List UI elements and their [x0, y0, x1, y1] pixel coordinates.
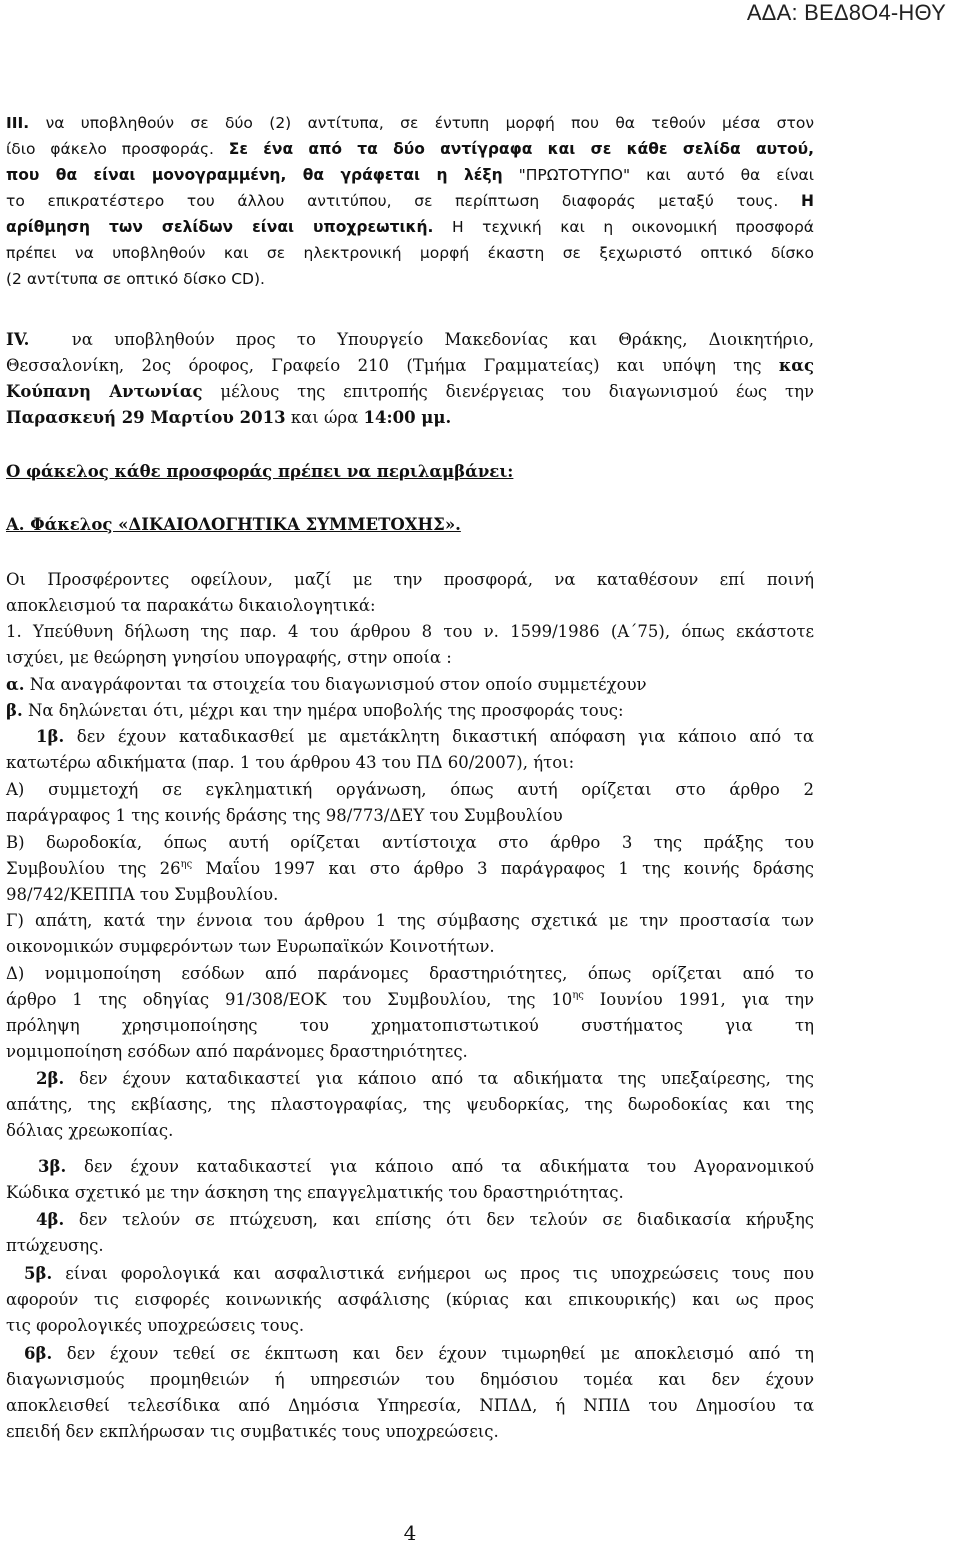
item-a: α. Να αναγράφονται τα στοιχεία του διαγωνισμού στον οποίο συμμετέχουν	[6, 675, 647, 694]
sec3-number: III.	[6, 114, 30, 132]
sec3-line-1: III. να υποβληθούν σε δύο (2) αντίτυπα, σε έντυπη μορφή που θα τεθούν μέσα στον	[6, 114, 814, 132]
sec4-number: IV.	[6, 330, 30, 349]
sec3-line-6: πρέπει να υποβληθούν και σε ηλεκτρονική μορφή έκαστη σε ξεχωριστό οπτικό δίσκο	[6, 244, 814, 262]
body-line-4: ισχύει, με θεώρηση γνησίου υπογραφής, στην οποία :	[6, 648, 452, 667]
item-D-line-3: πρόληψη χρησιμοποίησης του χρηματοπιστωτικού συστήματος για τη	[6, 1016, 814, 1035]
sec3-line-5: αρίθμηση των σελίδων είναι υποχρεωτική. Η τεχνική και η οικονομική προσφορά	[6, 218, 814, 236]
item-4b-line-2: πτώχευσης.	[6, 1236, 104, 1255]
item-6b-line-3: αποκλεισθεί τελεσίδικα από Δημόσια Υπηρεσία, ΝΠΔΔ, ή ΝΠΙΔ του Δημοσίου τα	[6, 1396, 814, 1415]
item-5b-line-2: αφορούν τις εισφορές κοινωνικής ασφάλισης (κύριας και επικουρικής) και ως προς	[6, 1290, 814, 1309]
item-G-line-1: Γ) απάτη, κατά την έννοια του άρθρου 1 της σύμβασης σχετικά με την προστασία των	[6, 911, 814, 930]
item-3b-line-2: Κώδικα σχετικό με την άσκηση της επαγγελματικής του δραστηριότητας.	[6, 1183, 624, 1202]
sec3-line-4: το επικρατέστερο του άλλου αντιτύπου, σε περίπτωση διαφοράς μεταξύ τους. Η	[6, 192, 814, 210]
body-line-3: 1. Υπεύθυνη δήλωση της παρ. 4 του άρθρου 8 του ν. 1599/1986 (Α΄75), όπως εκάστοτε	[6, 622, 814, 641]
item-D-line-4: νομιμοποίηση εσόδων από παράνομες δραστηριότητες.	[6, 1042, 468, 1061]
item-B-line-1: Β) δωροδοκία, όπως αυτή ορίζεται αντίστοιχα στο άρθρο 3 της πράξης του	[6, 833, 814, 852]
item-2b-line-3: δόλιας χρεωκοπίας.	[6, 1121, 174, 1140]
sec3-line-7: (2 αντίτυπα σε οπτικό δίσκο CD).	[6, 270, 265, 288]
item-5b-line-1: 5β. είναι φορολογικά και ασφαλιστικά ενήμεροι ως προς τις υποχρεώσεις τους που	[24, 1264, 814, 1283]
item-b: β. Να δηλώνεται ότι, μέχρι και την ημέρα υποβολής της προσφοράς τους:	[6, 701, 624, 720]
body-line-1: Οι Προσφέροντες οφείλουν, μαζί με την προσφορά, να καταθέσουν επί ποινή	[6, 570, 814, 589]
item-D-line-1: Δ) νομιμοποίηση εσόδων από παράνομες δραστηριότητες, όπως ορίζεται από το	[6, 964, 814, 983]
item-3b-line-1: 3β. δεν έχουν καταδικαστεί για κάποιο από τα αδικήματα του Αγορανομικού	[38, 1157, 814, 1176]
page-number: 4	[403, 1521, 417, 1545]
item-A-line-2: παράγραφος 1 της κοινής δράσης της 98/773/ΔΕΥ του Συμβουλίου	[6, 806, 563, 825]
item-1b-line-2: κατωτέρω αδικήματα (παρ. 1 του άρθρου 43 του ΠΔ 60/2007), ήτοι:	[6, 753, 575, 772]
item-4b-line-1: 4β. δεν τελούν σε πτώχευση, και επίσης ότι δεν τελούν σε διαδικασία κήρυξης	[36, 1210, 814, 1229]
item-6b-line-4: επειδή δεν εκπλήρωσαν τις συμβατικές τους υποχρεώσεις.	[6, 1422, 499, 1441]
sec4-line-4: Παρασκευή 29 Μαρτίου 2013 και ώρα 14:00 μμ.	[6, 408, 452, 427]
item-B-line-2: Συμβουλίου της $26^{\eta\varsigma}$ Μαΐου 1997 και στο άρθρο 3 παράγραφος 1 της κοινής δράσης	[6, 859, 814, 878]
item-G-line-2: οικονομικών συμφερόντων των Ευρωπαϊκών Κοινοτήτων.	[6, 937, 495, 956]
sec3-line-3: που θα είναι μονογραμμένη, θα γράφεται η λέξη "ΠΡΩΤΟΤΥΠΟ" και αυτό θα είναι	[6, 166, 814, 184]
section-a-heading: Α. Φάκελος «ΔΙΚΑΙΟΛΟΓΗΤΙΚΑ ΣΥΜΜΕΤΟΧΗΣ».	[6, 515, 461, 534]
item-B-line-3: 98/742/ΚΕΠΠΑ του Συμβουλίου.	[6, 885, 279, 904]
item-6b-line-2: διαγωνισμούς προμηθειών ή υπηρεσιών του δημόσιου τομέα και δεν έχουν	[6, 1370, 814, 1389]
item-1b-line-1: 1β. δεν έχουν καταδικασθεί με αμετάκλητη δικαστική απόφαση για κάποιο από τα	[36, 727, 814, 746]
item-6b-line-1: 6β. δεν έχουν τεθεί σε έκπτωση και δεν έχουν τιμωρηθεί με αποκλεισμό από τη	[24, 1344, 814, 1363]
item-2b-line-2: απάτης, της εκβίασης, της πλαστογραφίας, της ψευδορκίας, της δωροδοκίας και της	[6, 1095, 814, 1114]
item-D-line-2: άρθρο 1 της οδηγίας 91/308/ΕΟΚ του Συμβουλίου, της $10^{\eta\varsigma}$ Ιουνίου 1991, για την	[6, 990, 814, 1009]
sec4-line-1: IV. να υποβληθούν προς το Υπουργείο Μακεδονίας και Θράκης, Διοικητήριο,	[6, 330, 814, 349]
ada-code: ΑΔΑ: ΒΕΔ8Ο4-ΗΘΥ	[746, 0, 946, 25]
item-2b-line-1: 2β. δεν έχουν καταδικαστεί για κάποιο από τα αδικήματα της υπεξαίρεσης, της	[36, 1069, 814, 1088]
item-5b-line-3: τις φορολογικές υποχρεώσεις τους.	[6, 1316, 305, 1335]
body-line-2: αποκλεισμού τα παρακάτω δικαιολογητικά:	[6, 596, 376, 615]
item-A-line-1: Α) συμμετοχή σε εγκληματική οργάνωση, όπως αυτή ορίζεται στο άρθρο 2	[6, 780, 814, 799]
envelope-heading: Ο φάκελος κάθε προσφοράς πρέπει να περιλαμβάνει:	[6, 462, 514, 481]
sec4-line-2: Θεσσαλονίκη, 2ος όροφος, Γραφείο 210 (Τμήμα Γραμματείας) και υπόψη της κας	[6, 356, 814, 375]
sec4-line-3: Κούπανη Αντωνίας μέλους της επιτροπής διενέργειας του διαγωνισμού έως την	[6, 382, 814, 401]
sec3-line-2: ίδιο φάκελο προσφοράς. Σε ένα από τα δύο αντίγραφα και σε κάθε σελίδα αυτού,	[6, 140, 814, 158]
